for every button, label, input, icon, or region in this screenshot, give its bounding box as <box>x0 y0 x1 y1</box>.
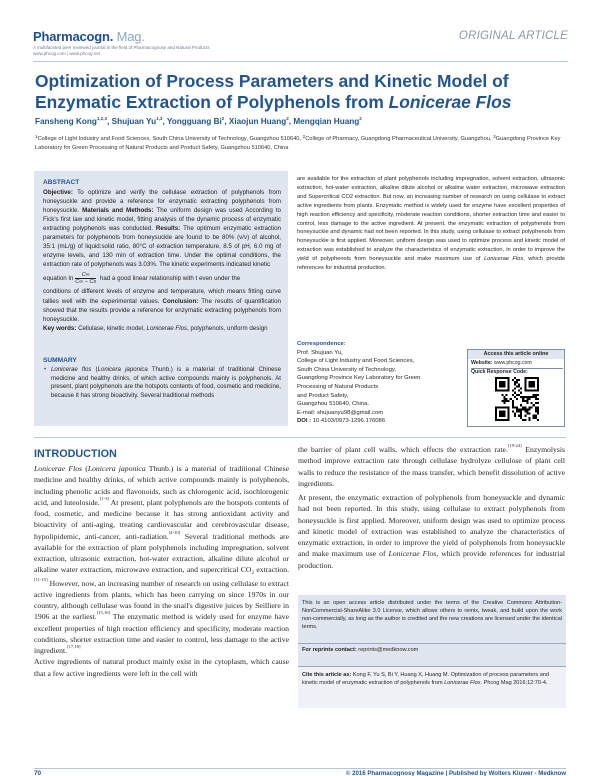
journal-logo: Pharmacogn. Mag. <box>33 29 145 44</box>
introduction-body-right: the barrier of plant cell walls, which effects the extraction rate.[19-24] Enzymolysis method improve extraction rate through cellulase hydrolyze cellulose of plant cell walls to reduce the resistance of the mass transfer, which benefit dissolution of active ingredients. At present, the enzymatic extraction of polyphenols from honeysuckle and dynamic had not been reported. In this study, using cellulase to extract polyphenols from honeysuckle is first applied. Moreover, uniform design was used to optimize process and kinetic model of extraction was established to analyze the characteristics of enzymatic extraction, in order to improve the yield of polyphenols from honeysuckle and make maximum use of Lonicerae Flos, which provide references for industrial production. <box>298 443 566 570</box>
correspondence-line: Prof. Shujuan Yu, <box>297 349 343 356</box>
access-online-box: Access this article online Website: www.phcog.com Quick Response Code: <box>467 349 565 427</box>
author-name: Yongguang Bi <box>166 117 222 126</box>
summary-section <box>43 357 281 400</box>
section-divider <box>34 437 566 438</box>
author-name: Shujuan Yu <box>111 117 157 126</box>
author-list: Fansheng Kong$^{1,2,3}$, Shujuan Yu$^{1,3}$, Yongguang Bi$^2$, Xiaojun Huang$^2$, Mengqian Huang$^2$ <box>35 116 362 126</box>
page-number: 70 <box>34 770 42 776</box>
correspondence-line: Guangdong Province Key Laboratory for Green <box>297 375 421 382</box>
summary-item: • Lonicerae flos (Lonicera japonica Thunb.) is a material of traditional Chinese medicine and healthy drinks, of which active compounds mainly is polyphenols. At present, plant polyphenols are the hotspots contents of food, cosmetic and medicine, because it has strong bioactivity. Several traditional methods <box>51 366 281 400</box>
website-link[interactable]: www.phcog.com <box>492 360 532 366</box>
license-box: This is an open access article distributed under the terms of the Creative Commons Attribution-NonCommercial-ShareAlike 3.0 License, which allows others to remix, tweak, and build upon the work non-commercially, as long as the author is credited and the new creations are licensed under the identical terms. For reprints contact: reprints@medknow.com <box>298 595 566 708</box>
doi-link[interactable]: 10.4103/0973-1296.176086 <box>311 418 386 425</box>
article-type-label: ORIGINAL ARTICLE <box>458 30 568 42</box>
introduction-body-left: Lonicerae Flos (Lonicera japonica Thunb.) is a material of traditional Chinese medicine and healthy drinks, of which active compounds mainly is polyphenols, including phenolic acids and flavonoids, such as chlorogenic acid, isochlorogenic acid, and luteoloside.[1-3] At present, plant polyphenols are the hotspots contents of food, cosmetic, and medicine because it has strong antioxidant activity and bioactivity of anti-aging, treating cardiovascular and cerebrovascular disease, hypolipidemic, anti-cancer, anti-radiation.[4-10] Several traditional methods are available for the extraction of plant polyphenols including impregnation, solvent extraction, ultrasonic extraction, hot-water extraction, alkaline dilute alcohol or alkaline water extraction, microwave extraction, and supercritical $CO_2$ extraction.[11-15] However, now, an increasing number of research on using cellulase to extract active ingredients from plants, which has been carrying on since 1970s in our country, although cellulase was found in the snail's digestive juices by Seilliere in 1906 at the earliest.[15,16] The enzymatic method is widely used for enzyme have excellent properties of high reaction efficiency and specificity, moderate reaction conditions, shorter extraction time and easier to control, less damage to the active ingredient.[17,18] Active ingredients of natural product mainly exist in the cytoplasm, which cause that a few active ingredients were left in the cell with <box>34 464 289 678</box>
footer-divider <box>34 768 566 769</box>
kinetic-equation: $\frac{C\infty}{C\infty - Cs}$ <box>75 272 97 286</box>
abstract-text: ABSTRACT Objective: To optimize and verify the cellulase extraction of polyphenols from honeysuckle and provide a reference for enzymatic extracting polyphenols from honeysuckle. Materials and Methods: The uniform design was used According to Fick's first law and kinetic model, fitting analysis of the dynamic process of enzymatic extracting polyphenols was conducted. Results: The optimum enzymatic extraction parameters for polyphenols from honeysuckle are found to be 80% (v/v) of alcohol, 35:1 (mL/g) of liquid:solid ratio, 80°C of extraction temperature, 8.5 of pH, 6.0 mg of enzyme levels, and 130 min of extraction time. Under the optimal conditions, the extraction rate of polyphenols was 3.03%. The kinetic experiments indicated kinetic equation ln $\frac{C\infty}{C\infty - Cs}$ had a good linear relationship with t even under the conditions of different levels of enzyme and temperature, which means fitting curve tallies well with the experimental values. Conclusion: The results of quantification showed that the results provide a reference for enzymatic extracting polyphenols from honeysuckle. Key words: Cellulase, kinetic model, Lonicerae Flos, polyphenols, uniform design <box>43 179 281 332</box>
abstract-continuation: are available for the extraction of plant polyphenols including impregnation, solvent extraction, ultrasonic extraction, hot-water extraction, alkaline dilute alcohol or alkaline water extraction, microwave extraction and Supercritical CO2 extraction. But now, an increasing number of research on using cellulase to extract active ingredients from plants. Enzymatic method is widely used for enzyme have excellent properties of high reaction efficiency and specificity, moderate reaction conditions, shorter extraction time and easier to control, less damage to the active ingredient. At present, the enzymatic extraction of polyphenols from honeysuckle and dynamic had not been reported. In this study, using cellulase to extract polyphenols from honeysuckle is first applied. Moreover, uniform design was used to optimize process and kinetic model of extraction was established to analyze the characteristics of enzymatic extraction, in order to improve the yield of polyphenols from honeysuckle and make maximum use of Lonicerae Flos, which provide references for industrial production. <box>297 176 565 272</box>
correspondence-line: and Product Safety, <box>297 392 349 399</box>
citation-box: Cite this article as: Kong F, Yu S, Bi Y, Huang X, Huang M. Optimization of process parameters and kinetic model of enzymatic extraction of polyphenols from Lonicerae Flos. Phcog Mag 2016;12:70-4. <box>298 666 566 708</box>
journal-description: A multifaceted peer reviewed journal in the field of Pharmacognosy and Natural Products www.phcog.com | www.phcog.net <box>33 45 293 57</box>
author-name: Fansheng Kong <box>35 117 97 126</box>
footer-copyright: © 2016 Pharmacognosy Magazine | Published by Wolters Kluwer - Medknow <box>345 770 566 776</box>
correspondence-line: Guangzhou 510640, China. <box>297 401 370 408</box>
correspondence-line: E-mail: shujuanyu98@gmail.com <box>297 409 384 416</box>
affiliations: $^1$College of Light Industry and Food Sciences, South China University of Technology, Guangzhou 510640, $^2$College of Pharmacy, Guangdong Pharmaceutical University, Guangzhou, $^3$Guangdong Province Key Laboratory for Green Processing of Natural Products and Product Safety, Guangzhou 510640, China <box>35 134 561 151</box>
abstract-box <box>34 171 288 426</box>
author-name: Mengqian Huang <box>293 117 360 126</box>
reprints-email-link[interactable]: reprints@medknow.com <box>356 647 419 653</box>
qr-code[interactable] <box>495 377 539 421</box>
header-divider <box>33 61 568 62</box>
author-name: Xiaojun Huang <box>228 117 287 126</box>
correspondence-line: Processing of Natural Products <box>297 383 379 390</box>
journal-url-link[interactable]: www.phcog.com | www.phcog.net <box>33 51 100 56</box>
correspondence-line: College of Light Industry and Food Sciences, <box>297 358 415 365</box>
abstract-heading: ABSTRACT <box>43 179 80 186</box>
article-title: Optimization of Process Parameters and Kinetic Model of Enzymatic Extraction of Polyphenols from Lonicerae Flos <box>35 71 512 112</box>
correspondence-block: Correspondence: Prof. Shujuan Yu, College of Light Industry and Food Sciences, South China University of Technology, Guangdong Province Key Laboratory for Green Processing of Natural Products and Product Safety, Guangzhou 510640, China. E-mail: shujuanyu98@gmail.com DOI : 10.4103/0973-1296.176086 <box>297 340 457 426</box>
correspondence-line: South China University of Technology, <box>297 366 396 373</box>
summary-heading: SUMMARY <box>43 357 77 364</box>
introduction-heading: INTRODUCTION <box>34 448 117 460</box>
